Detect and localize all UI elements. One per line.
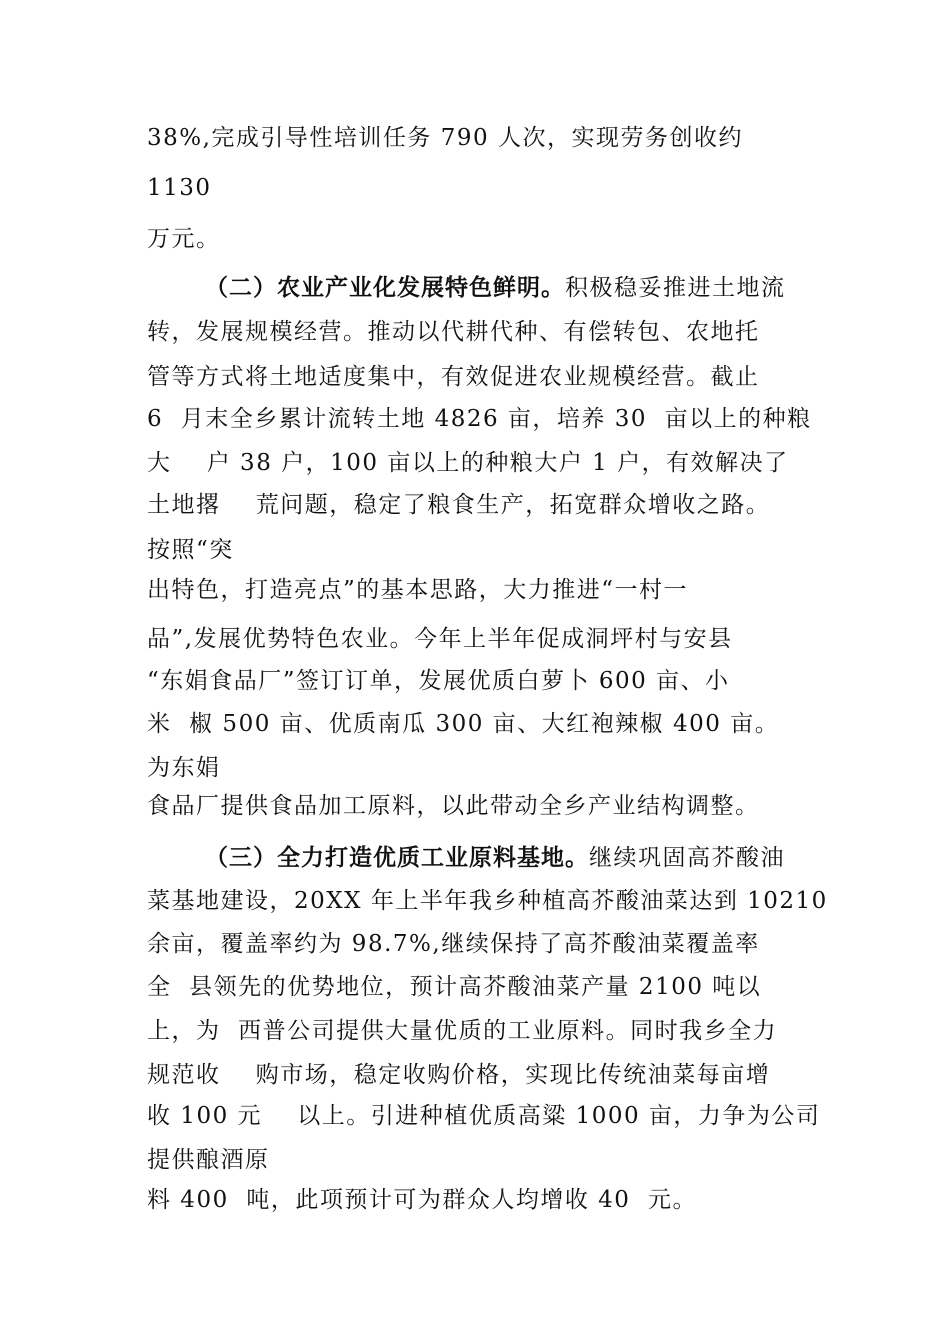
text-line: 为东娟 [147,755,221,781]
text-line: 食品厂提供食品加工原料，以此带动全乡产业结构调整。 [147,793,760,819]
text-line: “东娟食品厂”签订订单，发展优质白萝卜 600 亩、小 [147,668,730,694]
text-line: 出特色，打造亮点”的基本思路，大力推进“一村一 [147,577,689,603]
text-line: 万元。 [147,226,221,252]
section-2-paragraph-start [205,273,786,303]
text-line: 米 椒 500 亩、优质南瓜 300 亩、大红袍辣椒 400 亩。 [147,711,780,737]
text-line: 收 100 元 以上。引进种植优质高粱 1000 亩，力争为公司 [147,1103,821,1129]
text-line: 提供酿酒原 [147,1147,270,1173]
text-line: 规范收 购市场，稳定收购价格，实现比传统油菜每亩增 [147,1062,771,1088]
text-line: 全 县领先的优势地位，预计高芥酸油菜产量 2100 吨以 [147,974,762,1000]
text-line: 管等方式将土地适度集中，有效促进农业规模经营。截止 [147,364,760,390]
text-line: 上，为 西普公司提供大量优质的工业原料。同时我乡全力 [147,1018,778,1044]
text-line: 1130 [147,175,212,201]
section-3-heading: （三）全力打造优质工业原料基地。 [205,844,589,871]
text-line: 品”,发展优势特色农业。今年上半年促成洞坪村与安县 [147,626,733,652]
section-3-paragraph-start [205,843,785,873]
text-line: 料 400 吨，此项预计可为群众人均增收 40 元。 [147,1187,698,1213]
text-line: 余亩，覆盖率约为 98.7%,继续保持了高芥酸油菜覆盖率 [147,931,760,957]
text-line: 菜基地建设，20XX 年上半年我乡种植高芥酸油菜达到 10210 [147,888,828,914]
section-2-heading: （二）农业产业化发展特色鲜明。 [205,274,565,301]
section-2-lead-text: 积极稳妥推进土地流 [565,275,786,301]
text-line: 大 户 38 户，100 亩以上的种粮大户 1 户，有效解决了 [147,450,789,476]
text-line: 土地撂 荒问题，稳定了粮食生产，拓宽群众增收之路。 [147,492,771,518]
text-line: 38%,完成引导性培训任务 790 人次，实现劳务创收约 [147,125,743,151]
text-line: 按照“突 [147,537,234,563]
text-line: 6 月末全乡累计流转土地 4826 亩，培养 30 亩以上的种粮 [147,406,812,432]
text-line: 转，发展规模经营。推动以代耕代种、有偿转包、农地托 [147,319,760,345]
section-3-lead-text: 继续巩固高芥酸油 [589,845,785,871]
